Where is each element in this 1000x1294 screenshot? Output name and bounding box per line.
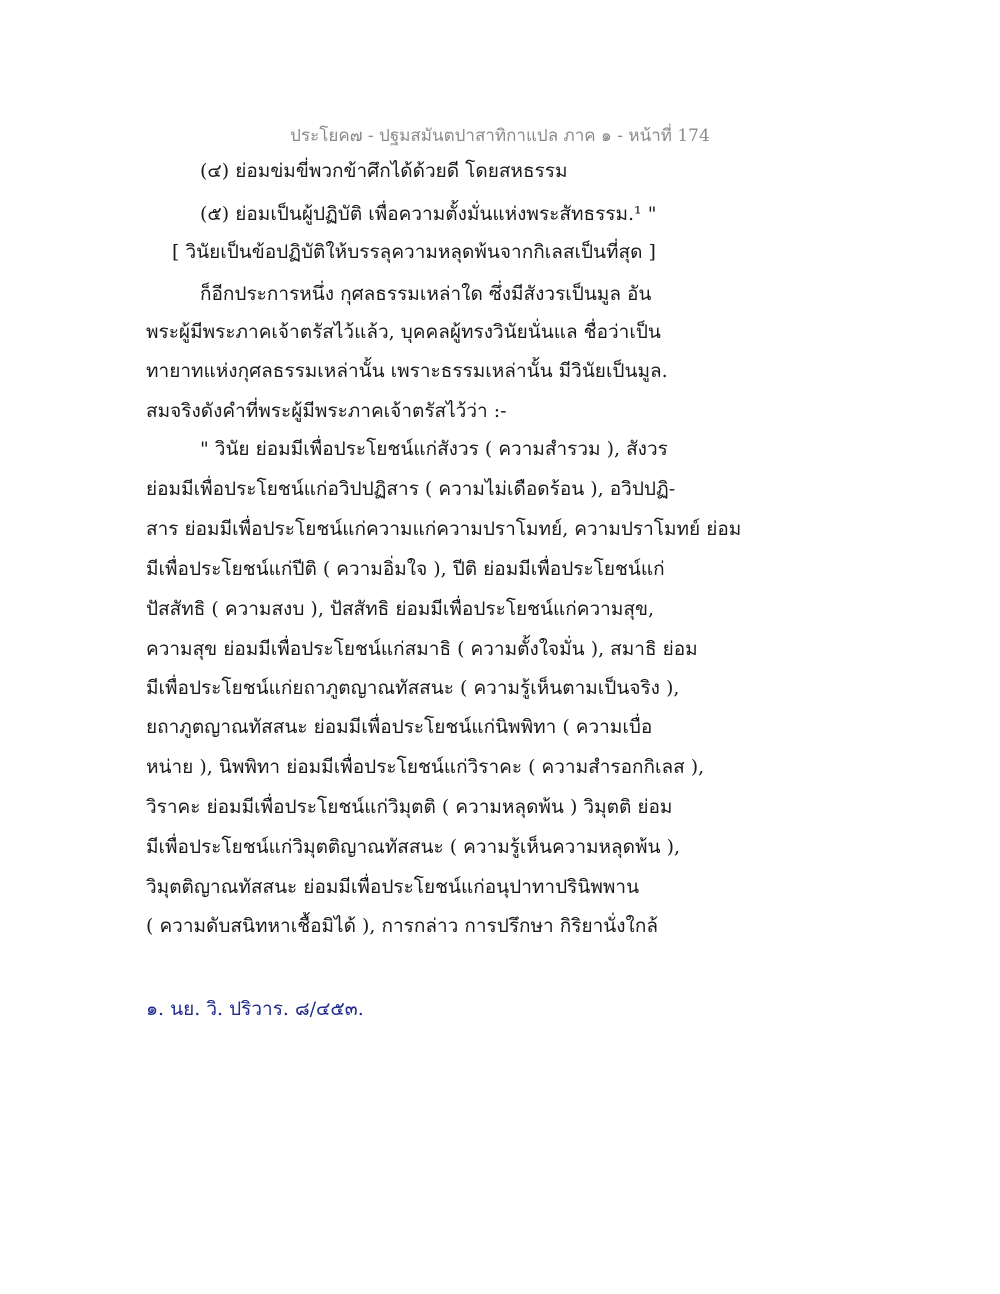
body-line: ทายาทแห่งกุศลธรรมเหล่านั้น เพราะธรรมเหล่านั้น มีวินัยเป็นมูล. bbox=[146, 360, 668, 382]
body-line: มีเพื่อประโยชน์แก่ปีติ ( ความอิ่มใจ ), ปีติ ย่อมมีเพื่อประโยชน์แก่ bbox=[146, 558, 665, 580]
body-line: ย่อมมีเพื่อประโยชน์แก่อวิปปฏิสาร ( ความไม่เดือดร้อน ), อวิปปฏิ- bbox=[146, 478, 676, 500]
body-line: สาร ย่อมมีเพื่อประโยชน์แก่ความแก่ความปราโมทย์, ความปราโมทย์ ย่อม bbox=[146, 518, 742, 540]
body-line: ยถาภูตญาณทัสสนะ ย่อมมีเพื่อประโยชน์แก่นิพพิทา ( ความเบื่อ bbox=[146, 716, 653, 738]
body-line: วิราคะ ย่อมมีเพื่อประโยชน์แก่วิมุตติ ( ความหลุดพ้น ) วิมุตติ ย่อม bbox=[146, 796, 673, 818]
body-line: (๔) ย่อมข่มขี่พวกข้าศึกได้ด้วยดี โดยสหธรรม bbox=[200, 160, 568, 182]
body-line: ความสุข ย่อมมีเพื่อประโยชน์แก่สมาธิ ( ความตั้งใจมั่น ), สมาธิ ย่อม bbox=[146, 638, 698, 660]
body-line: ปัสสัทธิ ( ความสงบ ), ปัสสัทธิ ย่อมมีเพื่อประโยชน์แก่ความสุข, bbox=[146, 598, 654, 620]
body-line: สมจริงดังคำที่พระผู้มีพระภาคเจ้าตรัสไว้ว่า :- bbox=[146, 400, 507, 422]
body-line: วิมุตติญาณทัสสนะ ย่อมมีเพื่อประโยชน์แก่อนุปาทาปรินิพพาน bbox=[146, 876, 640, 898]
page-header: ประโยค๗ - ปฐมสมันตปาสาทิกาแปล ภาค ๑ - หน้าที่ 174 bbox=[290, 126, 710, 146]
body-line: มีเพื่อประโยชน์แก่ยถาภูตญาณทัสสนะ ( ความรู้เห็นตามเป็นจริง ), bbox=[146, 677, 680, 699]
footnote: ๑. นย. วิ. ปริวาร. ๘/๔๕๓. bbox=[146, 998, 364, 1020]
body-line: ( ความดับสนิทหาเชื้อมิได้ ), การกล่าว การปรึกษา กิริยานั่งใกล้ bbox=[146, 915, 658, 937]
section-heading: [ วินัยเป็นข้อปฏิบัติให้บรรลุความหลุดพ้นจากกิเลสเป็นที่สุด ] bbox=[172, 241, 656, 263]
body-line: มีเพื่อประโยชน์แก่วิมุตติญาณทัสสนะ ( ความรู้เห็นความหลุดพ้น ), bbox=[146, 836, 681, 858]
body-line: " วินัย ย่อมมีเพื่อประโยชน์แก่สังวร ( ความสำรวม ), สังวร bbox=[200, 438, 668, 460]
body-line: พระผู้มีพระภาคเจ้าตรัสไว้แล้ว, บุคคลผู้ทรงวินัยนั่นแล ชื่อว่าเป็น bbox=[146, 321, 661, 343]
body-line: ก็อีกประการหนึ่ง กุศลธรรมเหล่าใด ซึ่งมีสังวรเป็นมูล อัน bbox=[200, 283, 652, 305]
body-line: หน่าย ), นิพพิทา ย่อมมีเพื่อประโยชน์แก่วิราคะ ( ความสำรอกกิเลส ), bbox=[146, 756, 705, 778]
body-line: (๕) ย่อมเป็นผู้ปฏิบัติ เพื่อความตั้งมั่นแห่งพระสัทธรรม.¹ " bbox=[200, 203, 657, 225]
